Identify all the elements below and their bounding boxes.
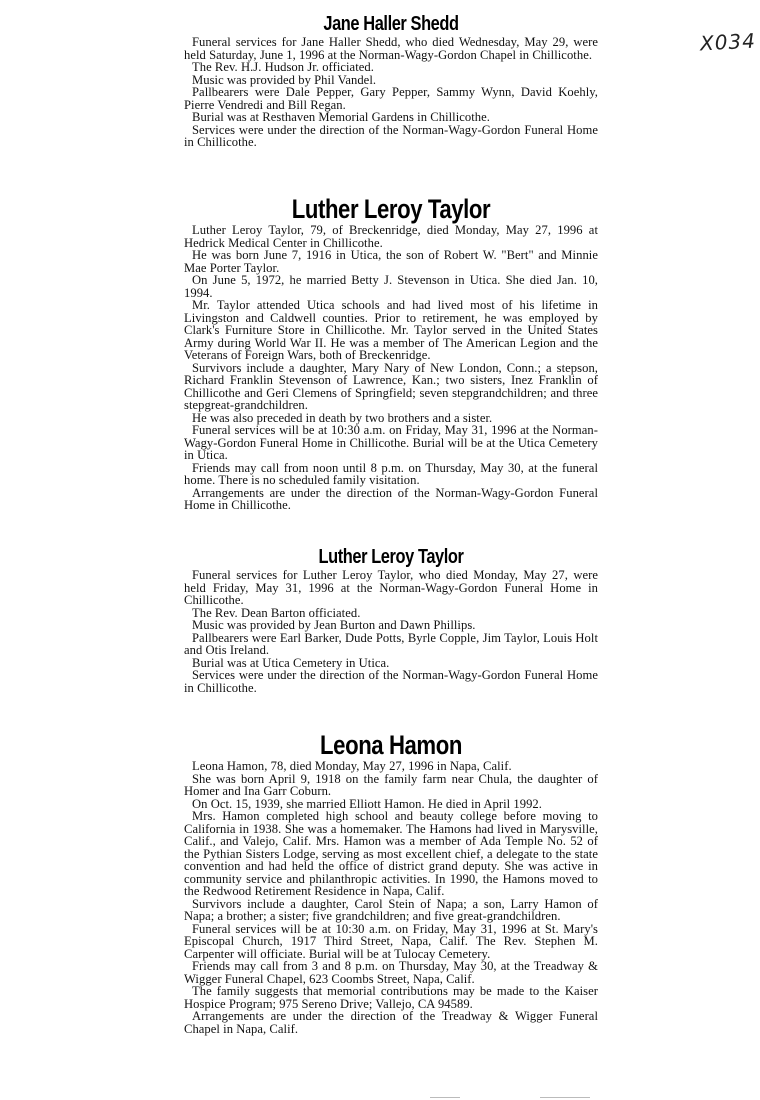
obituary-paragraph: Pallbearers were Dale Pepper, Gary Pepper, Sammy Wynn, David Koehly, Pierre Vendredi and Bill Regan. [184, 85, 598, 112]
obituary-paragraph: Funeral services for Luther Leroy Taylor, who died Monday, May 27, were held Friday, May 31, 1996 at the Norman-Wagy-Gordon Funeral Home in Chillicothe. [184, 568, 598, 607]
obituary-title: Jane Haller Shedd [323, 13, 459, 35]
scan-artifact [430, 1097, 460, 1098]
obituary-paragraph: Mrs. Hamon completed high school and beauty college before moving to California in 1938. She was a homemaker. The Hamons had lived in Marysville, Calif., and Valejo, Calif. Mrs. Hamon was a member of Ada Temple No. 52 of the Pythian Sisters Lodge, serving as most excellent chief, a delegate to the state convention and had held the office of district grand deputy. She was active in community service and philanthropic activities. In 1990, the Hamons moved to the Redwood Retirement Residence in Napa, Calif. [184, 809, 598, 898]
scan-artifact [540, 1097, 590, 1098]
obituary-paragraph: Funeral services will be at 10:30 a.m. on Friday, May 31, 1996 at St. Mary's Episcopal Church, 1917 Third Street, Napa, Calif. The Rev. Stephen M. Carpenter will officiate. Burial will be at Tulocay Cemetery. [184, 921, 598, 961]
obituary-title: Luther Leroy Taylor [318, 546, 464, 568]
obituary-luther-leroy-taylor [184, 194, 598, 512]
obituary-body [184, 760, 598, 1035]
obituary-paragraph: Funeral services for Jane Haller Shedd, who died Wednesday, May 29, were held Saturday, June 1, 1996 at the Norman-Wagy-Gordon Chapel in Chillicothe. [184, 35, 598, 62]
obituary-paragraph: Leona Hamon, 78, died Monday, May 27, 1996 in Napa, Calif. [192, 759, 512, 773]
obituary-paragraph: Survivors include a daughter, Carol Stein of Napa; a son, Larry Hamon of Napa; a brother; a sister; five grandchildren; and five great-grandchildren. [184, 896, 598, 923]
obituary-paragraph: Survivors include a daughter, Mary Nary of New London, Conn.; a stepson, Richard Franklin Stevenson of Lawrence, Kan.; two sisters, Inez Franklin of Chillicothe and Geri Clemens of Springfield; seven stepgrandchildren; and three stepgreat-grandchildren. [184, 360, 598, 412]
obituary-paragraph: Luther Leroy Taylor, 79, of Breckenridge, died Monday, May 27, 1996 at Hedrick Medical Center in Chillicothe. [184, 223, 598, 250]
obituary-paragraph: On June 5, 1972, he married Betty J. Stevenson in Utica. She died Jan. 10, 1994. [184, 273, 598, 300]
obituary-paragraph: The Rev. H.J. Hudson Jr. officiated. [192, 60, 374, 74]
obituary-paragraph: On Oct. 15, 1939, she married Elliott Hamon. He died in April 1992. [192, 796, 542, 811]
obituary-jane-haller-shedd [184, 12, 598, 149]
obituary-paragraph: Music was provided by Jean Burton and Dawn Phillips. [192, 618, 476, 632]
obituary-paragraph: Funeral services will be at 10:30 a.m. on Friday, May 31, 1996 at the Norman-Wagy-Gordon Funeral Home in Chillicothe. Burial will be at the Utica Cemetery in Utica. [184, 423, 598, 462]
obituary-paragraph: Burial was at Utica Cemetery in Utica. [192, 655, 390, 670]
obituary-luther-leroy-taylor-services [184, 545, 598, 694]
obituary-paragraph: She was born April 9, 1918 on the family farm near Chula, the daughter of Homer and Ina Garr Coburn. [184, 771, 598, 798]
obituary-title: Leona Hamon [320, 730, 462, 760]
obituary-paragraph: Arrangements are under the direction of the Norman-Wagy-Gordon Funeral Home in Chillicothe. [184, 485, 598, 512]
obituary-paragraph: Music was provided by Phil Vandel. [192, 72, 377, 87]
obituary-paragraph: The family suggests that memorial contributions may be made to the Kaiser Hospice Program; 975 Sereno Drive; Vallejo, CA 94589. [184, 984, 598, 1011]
obituary-paragraph: Mr. Taylor attended Utica schools and had lived most of his lifetime in Livingston and Caldwell counties. Prior to retirement, he was employed by Clark's Furniture Store in Chillicothe. Mr. Taylor served in the United States Army during World War II. He was a member of The American Legion and the Veterans of Foreign Wars, both of Breckenridge. [184, 298, 598, 362]
obituary-paragraph: Burial was at Resthaven Memorial Gardens in Chillicothe. [192, 110, 490, 124]
obituary-paragraph: He was also preceded in death by two brothers and a sister. [192, 410, 493, 425]
obituary-paragraph: Pallbearers were Earl Barker, Dude Potts, Byrle Copple, Jim Taylor, Louis Holt and Otis Ireland. [184, 630, 598, 657]
obituary-leona-hamon [184, 730, 598, 1035]
handwritten-note: X034 [699, 28, 757, 56]
obituary-body [184, 224, 598, 512]
obituary-paragraph: Friends may call from 3 and 8 p.m. on Thursday, May 30, at the Treadway & Wigger Funeral Chapel, 623 Coombs Street, Napa, Calif. [184, 959, 598, 986]
obituary-paragraph: Friends may call from noon until 8 p.m. on Thursday, May 30, at the funeral home. There is no scheduled family visitation. [184, 460, 598, 487]
obituary-paragraph: Arrangements are under the direction of the Treadway & Wigger Funeral Chapel in Napa, Calif. [184, 1009, 598, 1036]
obituary-title: Luther Leroy Taylor [291, 194, 491, 224]
obituary-paragraph: Services were under the direction of the Norman-Wagy-Gordon Funeral Home in Chillicothe. [184, 668, 598, 695]
obituary-paragraph: The Rev. Dean Barton officiated. [192, 605, 361, 620]
obituary-paragraph: He was born June 7, 1916 in Utica, the son of Robert W. "Bert" and Minnie Mae Porter Taylor. [184, 248, 598, 275]
obituary-body [184, 569, 598, 694]
obituary-body [184, 36, 598, 149]
obituary-paragraph: Services were under the direction of the Norman-Wagy-Gordon Funeral Home in Chillicothe. [184, 122, 598, 149]
